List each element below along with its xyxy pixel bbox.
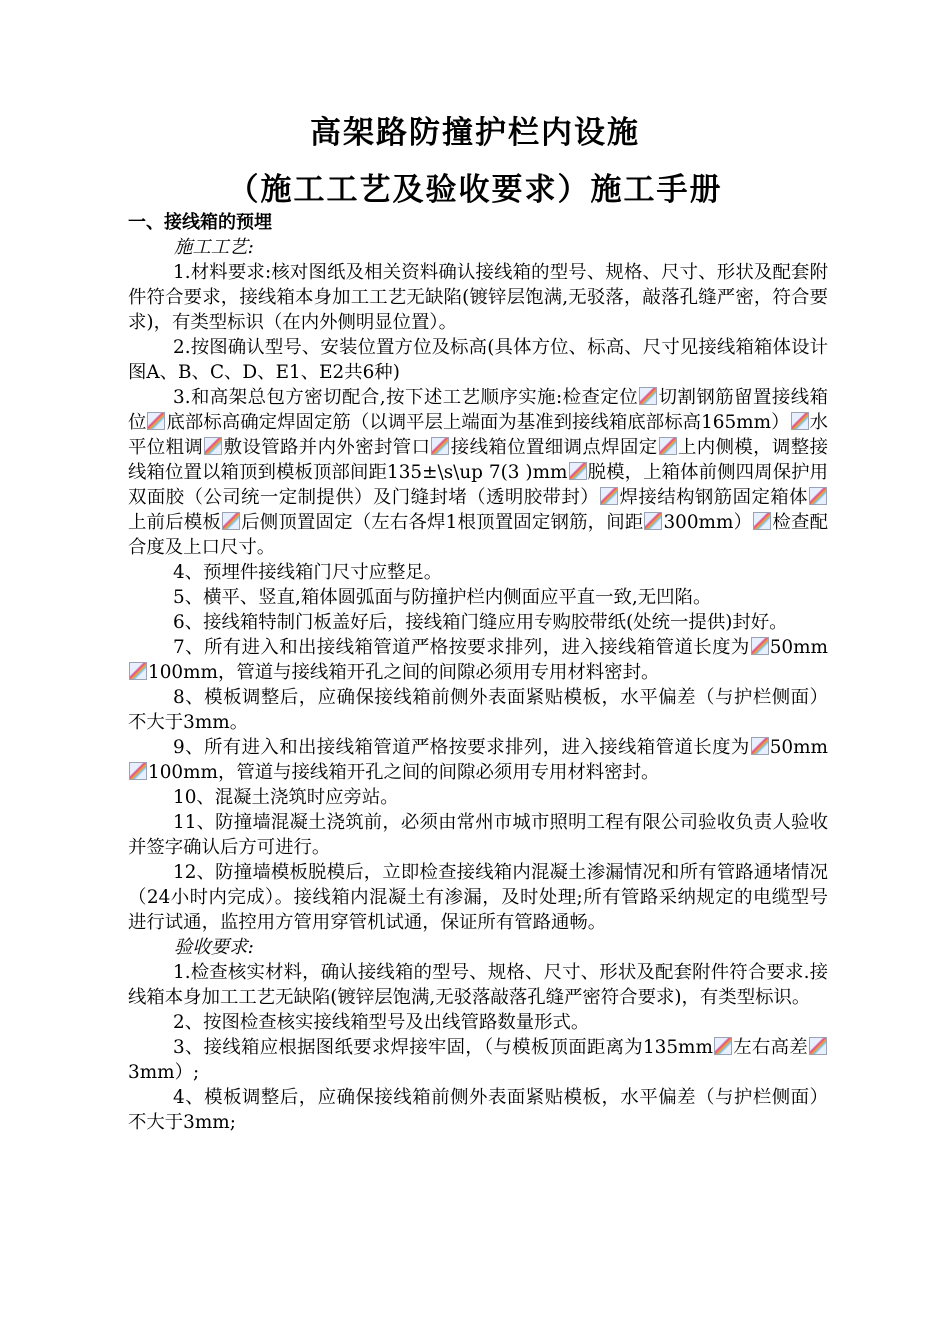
paragraph-c7 bbox=[128, 635, 828, 685]
paragraph-c3 bbox=[128, 385, 828, 560]
text-run: 敷设管路并内外密封管口 bbox=[223, 437, 431, 458]
text-run: 左右高差 bbox=[732, 1037, 808, 1058]
text-run: 50mm bbox=[769, 737, 828, 758]
paragraph-a3 bbox=[128, 1035, 828, 1085]
paragraph-c6: 6、接线箱特制门板盖好后，接线箱门缝应用专购胶带纸(处统一提供)封好。 bbox=[173, 612, 788, 633]
document-body bbox=[128, 210, 828, 1135]
paragraph-c11: 11、防撞墙混凝土浇筑前，必须由常州市城市照明工程有限公司验收负责人验收并签字确认后方可进行。 bbox=[128, 812, 828, 858]
text-run: 3.和高架总包方密切配合,按下述工艺顺序实施:检查定位 bbox=[173, 387, 639, 408]
text-run: 检查配合度及上口尺寸。 bbox=[128, 512, 828, 558]
paragraph-a2: 2、按图检查核实接线箱型号及出线管路数量形式。 bbox=[173, 1012, 590, 1033]
text-run: 7、所有进入和出接线箱管道严格按要求排列，进入接线箱管道长度为 bbox=[173, 637, 750, 658]
text-run: 300mm） bbox=[663, 512, 753, 533]
text-run: 100mm，管道与接线箱开孔之间的间隙必须用专用材料密封。 bbox=[148, 662, 660, 683]
broken-image-icon bbox=[714, 1037, 732, 1055]
broken-image-icon bbox=[431, 437, 449, 455]
section-heading: 一、接线箱的预埋 bbox=[128, 212, 272, 233]
paragraph-c2: 2.按图确认型号、安装位置方位及标高(具体方位、标高、尺寸见接线箱箱体设计图A、B、C、D、E1、E2共6种) bbox=[128, 337, 828, 383]
text-run: 9、所有进入和出接线箱管道严格按要求排列，进入接线箱管道长度为 bbox=[173, 737, 750, 758]
paragraph-c12: 12、防撞墙模板脱模后，立即检查接线箱内混凝土渗漏情况和所有管路通堵情况（24小时内完成）。接线箱内混凝土有渗漏，及时处理;所有管路采纳规定的电缆型号进行试通，监控用方管用穿管机试通，保证所有管路通畅。 bbox=[128, 862, 828, 933]
text-run: 底部标高确定焊固定筋（以调平层上端面为基准到接线箱底部标高165mm） bbox=[166, 412, 790, 433]
text-run: 切割钢筋留置接线箱位 bbox=[128, 387, 828, 433]
text-run: 3、接线箱应根据图纸要求焊接牢固，（与模板顶面距离为135mm bbox=[173, 1037, 713, 1058]
broken-image-icon bbox=[204, 437, 222, 455]
document-title-line1: 高架路防撞护栏内设施 bbox=[310, 115, 640, 151]
paragraph-c1: 1.材料要求:核对图纸及相关资料确认接线箱的型号、规格、尺寸、形状及配套附件符合要求，接线箱本身加工工艺无缺陷(镀锌层饱满,无驳落，敲落孔缝严密，符合要求)，有类型标识（在内外侧明显位置）。 bbox=[128, 262, 828, 333]
text-run: 3mm）; bbox=[128, 1062, 200, 1083]
text-run: 接线箱位置细调点焊固定 bbox=[450, 437, 658, 458]
broken-image-icon bbox=[791, 412, 809, 430]
text-run: 50mm bbox=[769, 637, 828, 658]
paragraph-c9 bbox=[128, 735, 828, 785]
document-title-line2: （施工工艺及验收要求）施工手册 bbox=[227, 172, 723, 208]
paragraph-a1: 1.检查核实材料，确认接线箱的型号、规格、尺寸、形状及配套附件符合要求.接线箱本身加工工艺无缺陷(镀锌层饱满,无驳落敲落孔缝严密符合要求)，有类型标识。 bbox=[128, 962, 828, 1008]
broken-image-icon bbox=[600, 487, 618, 505]
paragraph-c4: 4、预埋件接线箱门尺寸应整足。 bbox=[173, 562, 443, 583]
paragraph-a4: 4、模板调整后，应确保接线箱前侧外表面紧贴模板，水平偏差（与护栏侧面）不大于3mm; bbox=[128, 1087, 828, 1133]
broken-image-icon bbox=[147, 412, 165, 430]
broken-image-icon bbox=[751, 637, 769, 655]
text-run: 100mm，管道与接线箱开孔之间的间隙必须用专用材料密封。 bbox=[148, 762, 660, 783]
text-run: 水平位粗调 bbox=[128, 412, 828, 458]
broken-image-icon bbox=[809, 487, 827, 505]
broken-image-icon bbox=[753, 512, 771, 530]
subheading-construction: 施工工艺: bbox=[174, 237, 254, 258]
paragraph-c8: 8、模板调整后，应确保接线箱前侧外表面紧贴模板，水平偏差（与护栏侧面）不大于3mm。 bbox=[128, 687, 828, 733]
text-run: 上内侧模，调整接线箱位置以箱顶到模板顶部间距135±\s\up 7(3 )mm bbox=[128, 437, 828, 483]
broken-image-icon bbox=[751, 737, 769, 755]
text-run: 后侧顶置固定（左右各焊1根顶置固定钢筋，间距 bbox=[240, 512, 644, 533]
paragraph-c5: 5、横平、竖直,箱体圆弧面与防撞护栏内侧面应平直一致,无凹陷。 bbox=[173, 587, 712, 608]
broken-image-icon bbox=[222, 512, 240, 530]
broken-image-icon bbox=[569, 462, 587, 480]
broken-image-icon bbox=[644, 512, 662, 530]
broken-image-icon bbox=[659, 437, 677, 455]
text-run: 上前后模板 bbox=[128, 512, 221, 533]
broken-image-icon bbox=[809, 1037, 827, 1055]
text-run: 焊接结构钢筋固定箱体 bbox=[619, 487, 808, 508]
broken-image-icon bbox=[129, 762, 147, 780]
text-run: 脱模，上箱体前侧四周保护用双面胶（公司统一定制提供）及门缝封堵（透明胶带封） bbox=[128, 462, 828, 508]
broken-image-icon bbox=[639, 387, 657, 405]
subheading-acceptance: 验收要求: bbox=[174, 937, 254, 958]
paragraph-c10: 10、混凝土浇筑时应旁站。 bbox=[173, 787, 399, 808]
broken-image-icon bbox=[129, 662, 147, 680]
